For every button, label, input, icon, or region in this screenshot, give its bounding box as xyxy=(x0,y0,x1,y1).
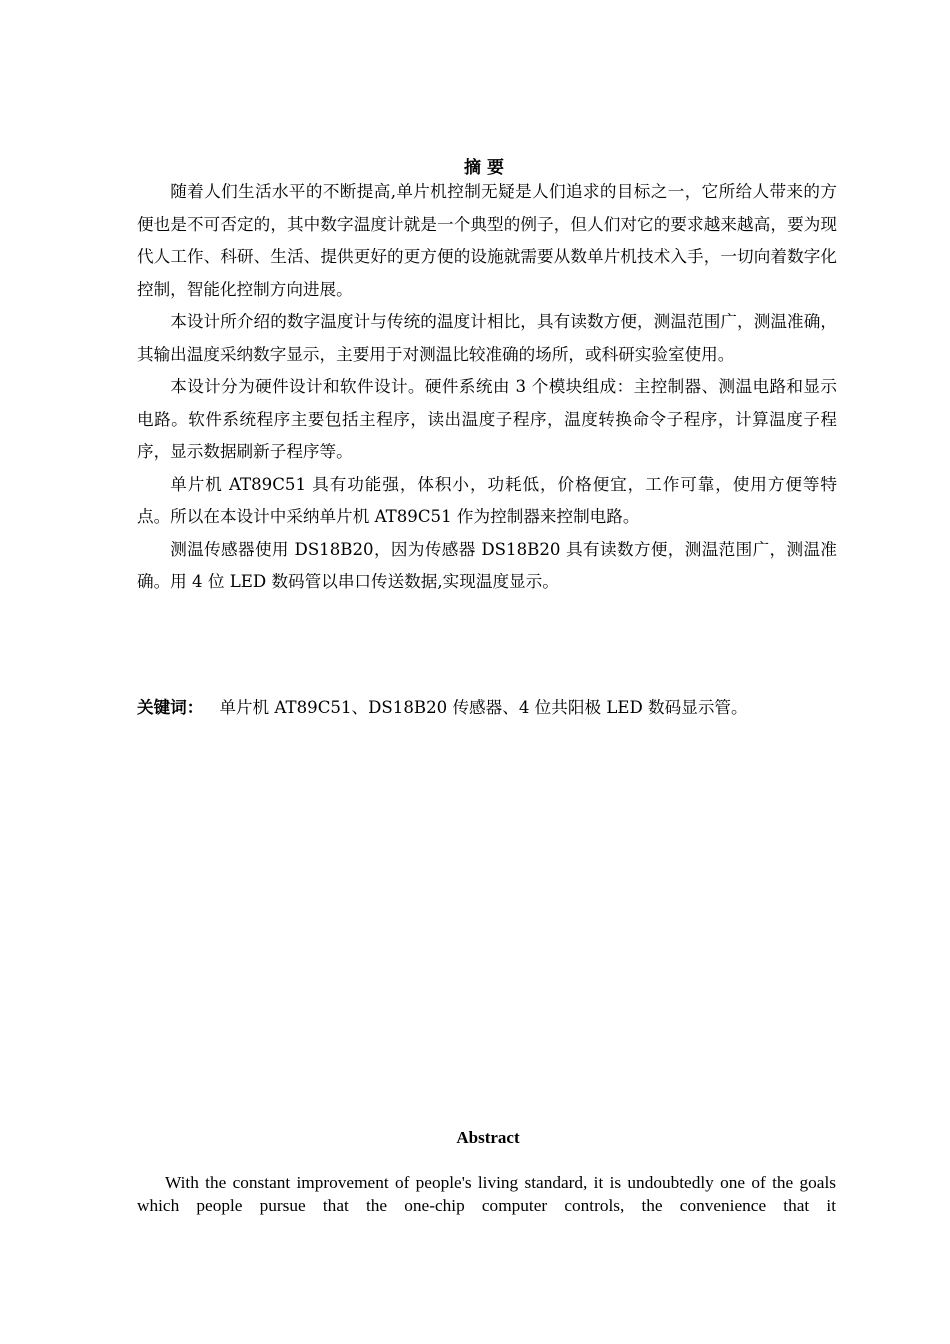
chinese-abstract-paragraph-5: 测温传感器使用 DS18B20，因为传感器 DS18B20 具有读数方便，测温范围广，测温准确。用 4 位 LED 数码管以串口传送数据,实现温度显示。 xyxy=(137,539,837,591)
english-abstract-paragraph-1: With the constant improvement of people's living standard, it is undoubtedly one of the goals which people pursue that the one-chip computer controls, the convenience that it xyxy=(137,1173,836,1215)
keywords-label: 关键词： xyxy=(137,698,204,717)
chinese-abstract-paragraph-2: 本设计所介绍的数字温度计与传统的温度计相比，具有读数方便，测温范围广，测温准确，其输出温度采纳数字显示，主要用于对测温比较准确的场所，或科研实验室使用。 xyxy=(137,312,837,364)
chinese-abstract-paragraph-4: 单片机 AT89C51 具有功能强，体积小，功耗低，价格便宜，工作可靠，使用方便等特点。所以在本设计中采纳单片机 AT89C51 作为控制器来控制电路。 xyxy=(137,474,837,526)
chinese-abstract-body xyxy=(137,176,837,599)
chinese-abstract-paragraph-1: 随着人们生活水平的不断提高,单片机控制无疑是人们追求的目标之一，它所给人带来的方便也是不可否定的，其中数字温度计就是一个典型的例子，但人们对它的要求越来越高，要为现代人工作、科研、生活、提供更好的更方便的设施就需要从数单片机技术入手，一切向着数字化控制，智能化控制方向进展。 xyxy=(137,182,837,299)
keywords-text: 单片机 AT89C51、DS18B20 传感器、4 位共阳极 LED 数码显示管。 xyxy=(219,698,748,717)
chinese-abstract-title: 摘要 xyxy=(464,158,510,178)
english-abstract-title: Abstract xyxy=(456,1128,520,1147)
english-abstract-body xyxy=(137,1171,836,1217)
chinese-abstract-paragraph-3: 本设计分为硬件设计和软件设计。硬件系统由 3 个模块组成：主控制器、测温电路和显示电路。软件系统程序主要包括主程序，读出温度子程序，温度转换命令子程序，计算温度子程序，显示数据刷新子程序等。 xyxy=(137,377,837,461)
keywords-line xyxy=(137,694,857,722)
